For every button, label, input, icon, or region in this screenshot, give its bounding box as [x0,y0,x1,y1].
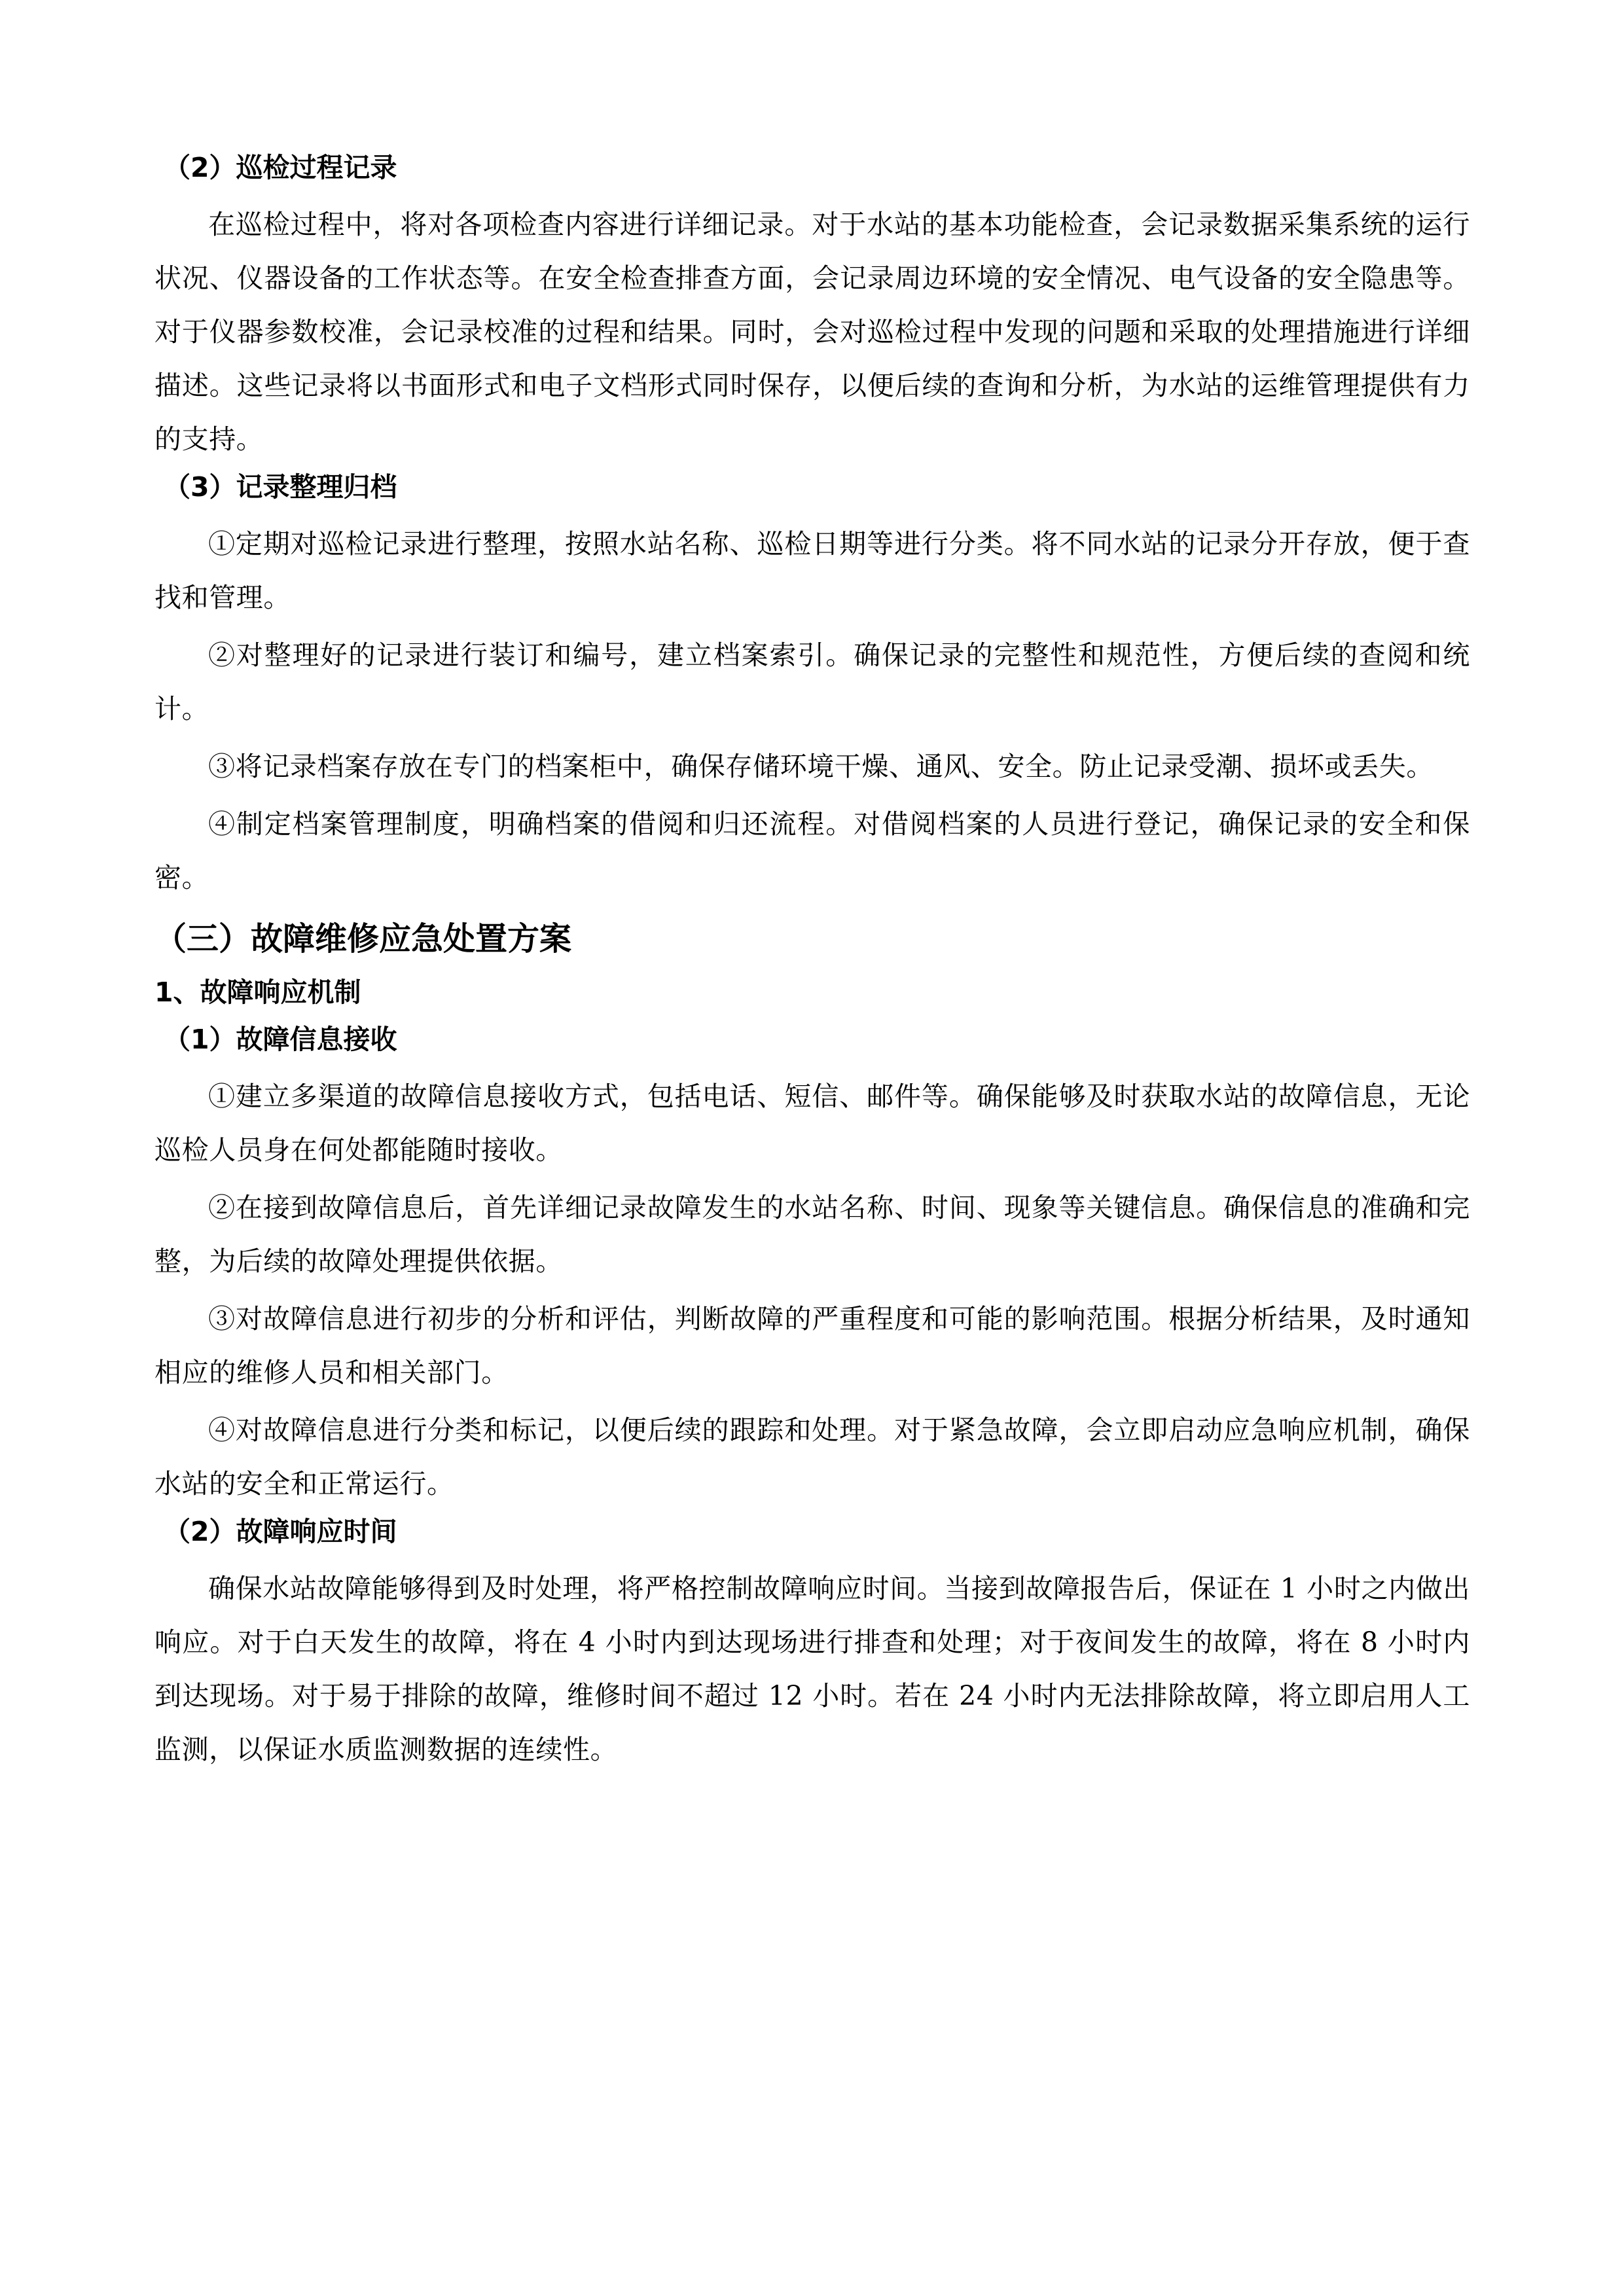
heading-inspection-record: （2）巡检过程记录 [164,152,397,183]
info-receive-item-1: ①建立多渠道的故障信息接收方式，包括电话、短信、邮件等。确保能够及时获取水站的故障信息，无论巡检人员身在何处都能随时接收。 [154,1081,1470,1166]
heading-response-mechanism: 1、故障响应机制 [154,977,361,1008]
info-receive-item-4: ④对故障信息进行分类和标记，以便后续的跟踪和处理。对于紧急故障，会立即启动应急响应机制，确保水站的安全和正常运行。 [154,1414,1470,1499]
page-content [154,151,1470,1780]
heading-emergency-plan: （三）故障维修应急处置方案 [154,920,572,958]
archive-item-3: ③将记录档案存放在专门的档案柜中，确保存储环境干燥、通风、安全。防止记录受潮、损坏或丢失。 [208,751,1434,782]
archive-item-4: ④制定档案管理制度，明确档案的借阅和归还流程。对借阅档案的人员进行登记，确保记录的安全和保密。 [154,808,1470,893]
paragraph-inspection-record: 在巡检过程中，将对各项检查内容进行详细记录。对于水站的基本功能检查，会记录数据采集系统的运行状况、仪器设备的工作状态等。在安全检查排查方面，会记录周边环境的安全情况、电气设备的安全隐患等。对于仪器参数校准，会记录校准的过程和结果。同时，会对巡检过程中发现的问题和采取的处理措施进行详细描述。这些记录将以书面形式和电子文档形式同时保存，以便后续的查询和分析，为水站的运维管理提供有力的支持。 [154,209,1470,455]
heading-info-receive: （1）故障信息接收 [164,1024,397,1055]
archive-item-1: ①定期对巡检记录进行整理，按照水站名称、巡检日期等进行分类。将不同水站的记录分开存放，便于查找和管理。 [154,528,1470,613]
paragraph-response-time: 确保水站故障能够得到及时处理，将严格控制故障响应时间。当接到故障报告后，保证在 1 小时之内做出响应。对于白天发生的故障，将在 4 小时内到达现场进行排查和处理；对于夜间发生的故障，将在 8 小时内到达现场。对于易于排除的故障，维修时间不超过 12 小时。若在 24 小时内无法排除故障，将立即启用人工监测，以保证水质监测数据的连续性。 [154,1573,1470,1765]
heading-archive: （3）记录整理归档 [164,471,397,503]
info-receive-item-2: ②在接到故障信息后，首先详细记录故障发生的水站名称、时间、现象等关键信息。确保信息的准确和完整，为后续的故障处理提供依据。 [154,1192,1470,1277]
archive-item-2: ②对整理好的记录进行装订和编号，建立档案索引。确保记录的完整性和规范性，方便后续的查阅和统计。 [154,639,1470,725]
info-receive-item-3: ③对故障信息进行初步的分析和评估，判断故障的严重程度和可能的影响范围。根据分析结果，及时通知相应的维修人员和相关部门。 [154,1303,1470,1388]
heading-response-time: （2）故障响应时间 [164,1516,397,1547]
